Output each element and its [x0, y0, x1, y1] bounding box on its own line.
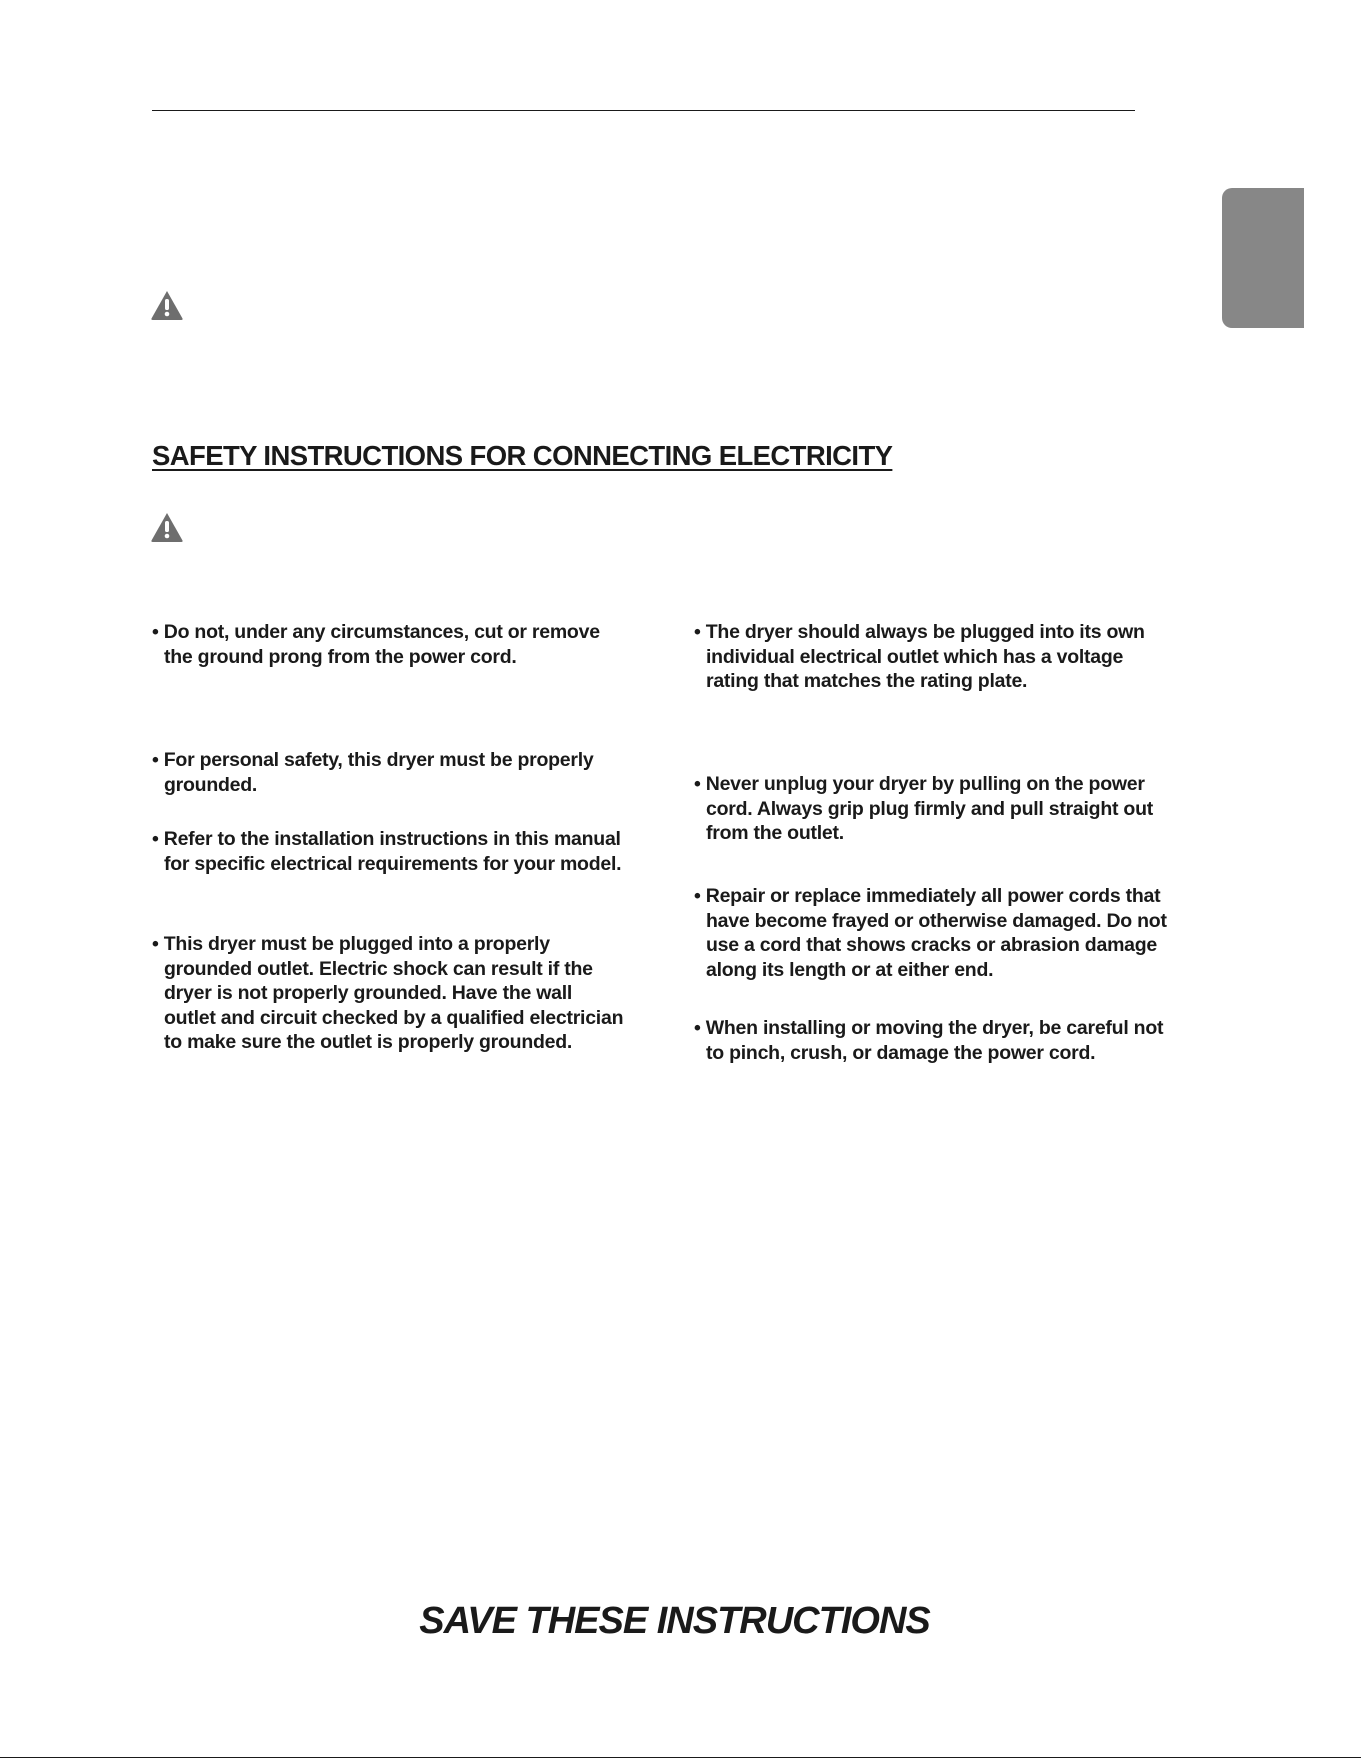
section-heading: SAFETY INSTRUCTIONS FOR CONNECTING ELECTRICITY: [152, 440, 893, 471]
save-instructions-footer: [0, 1600, 1361, 1643]
warning-triangle-icon: [150, 289, 184, 321]
bullet-never-unplug: • Never unplug your dryer by pulling on the power cord. Always grip plug firmly and pull straight out from the outlet.: [694, 773, 1153, 844]
bullet-grounded-outlet: • This dryer must be plugged into a properly grounded outlet. Electric shock can result if the dryer is not properly grounded. Have the wall outlet and circuit checked by a qualified electrician to make sure the outlet is properly grounded.: [152, 933, 624, 1053]
header-rule: [152, 110, 1135, 111]
footer-text: SAVE THESE INSTRUCTIONS: [419, 1600, 930, 1642]
bullet-ground-prong: • Do not, under any circumstances, cut or remove the ground prong from the power cord.: [152, 621, 600, 668]
bullet-individual-outlet: • The dryer should always be plugged into its own individual electrical outlet which has a voltage rating that matches the rating plate.: [694, 621, 1145, 692]
footer-rule: [0, 1757, 1361, 1758]
bullet-properly-grounded: • For personal safety, this dryer must be properly grounded.: [152, 749, 594, 796]
section-tab-marker: [1222, 188, 1304, 328]
warning-triangle-icon: [150, 511, 184, 543]
bullet-repair-cords: • Repair or replace immediately all power cords that have become frayed or otherwise damaged. Do not use a cord that shows cracks or abrasion damage along its length or at either end.: [694, 885, 1167, 981]
bullet-moving-dryer: • When installing or moving the dryer, be careful not to pinch, crush, or damage the power cord.: [694, 1017, 1164, 1064]
bullet-installation-instructions: • Refer to the installation instructions in this manual for specific electrical requirements for your model.: [152, 828, 622, 875]
